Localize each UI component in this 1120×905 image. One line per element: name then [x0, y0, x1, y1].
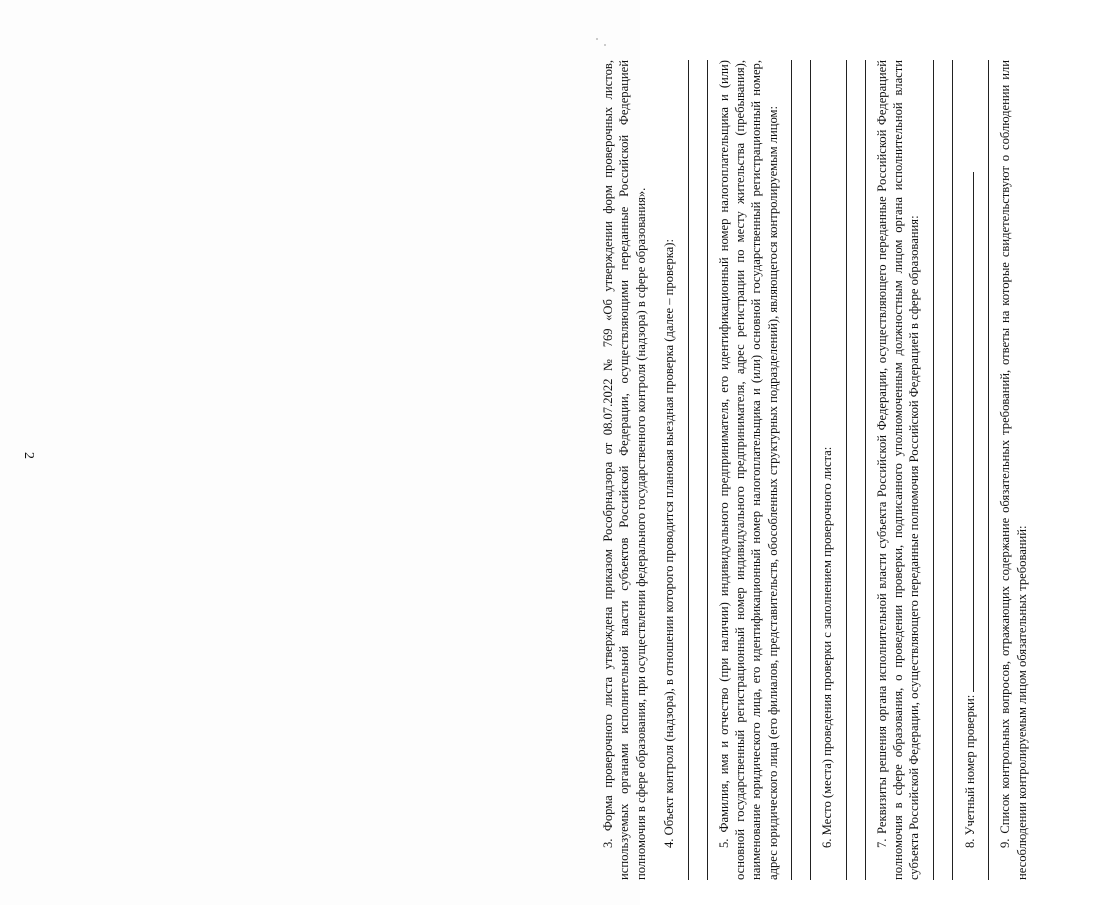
fill-line-item-5b — [800, 60, 811, 880]
page-number: 2 — [21, 452, 36, 459]
item-6: 6. Место (места) проведения проверки с заполнением проверочного листа: — [820, 446, 835, 848]
fill-line-item-6b — [855, 60, 866, 880]
item-8-label: 8. Учетный номер проверки: — [962, 694, 977, 848]
fill-line-item-8 — [961, 172, 974, 692]
fill-line-item-7 — [923, 60, 934, 880]
item-3: 3. Форма проверочного листа утверждена приказом Рособрнадзора от 08.07.2022 № 769 «Об утверждении форм проверочных листов, используемых органами исполнительной власти субъектов Российской Федерации, осуществляющими переданные Российской Федерацией полномочия в сфере образования, при осуществлении федерального государственного контроля (надзора) в сфере образования». — [601, 60, 648, 880]
fill-line-item-7b — [942, 60, 953, 880]
fill-line-item-8b — [978, 60, 989, 880]
fill-line-item-4b — [697, 60, 708, 880]
item-4: 4. Объект контроля (надзора), в отношении которого проводится плановая выездная проверка (далее – проверка): — [662, 239, 677, 848]
scan-speck — [596, 38, 598, 40]
fill-line-item-4 — [678, 60, 689, 880]
scan-speck — [604, 44, 606, 46]
fill-line-item-6 — [836, 60, 847, 880]
document-body — [600, 60, 1120, 880]
fill-line-item-5 — [781, 60, 792, 880]
item-5: 5. Фамилия, имя и отчество (при наличии) индивидуального предпринимателя, его идентификационный номер налогоплательщика и (или) основной государственный регистрационный номер индивидуального предпринимателя, адрес регистрации по месту жительства (пребывания), наименование юридического лица, его идентификационный номер налогоплательщика и (или) основной государственный регистрационный номер, адрес юридического лица (его филиалов, представительств, обособленных структурных подразделений), являющегося контролируемым лицом: — [716, 60, 780, 880]
item-7: 7. Реквизиты решения органа исполнительной власти субъекта Российской Федерации, осуществляющего переданные Российской Федерацией полномочия в сфере образования, о проведении проверки, подписанного уполномоченным должностным лицом органа исполнительной власти субъекта Российской Федерации, осуществляющего переданные полномочия Российской Федерацией в сфере образования: — [874, 60, 922, 880]
item-8 — [961, 60, 978, 880]
item-9: 9. Список контрольных вопросов, отражающих содержание обязательных требований, ответы на которые свидетельствуют о соблюдении или несоблюдении контролируемым лицом обязательных требований: — [998, 60, 1029, 880]
